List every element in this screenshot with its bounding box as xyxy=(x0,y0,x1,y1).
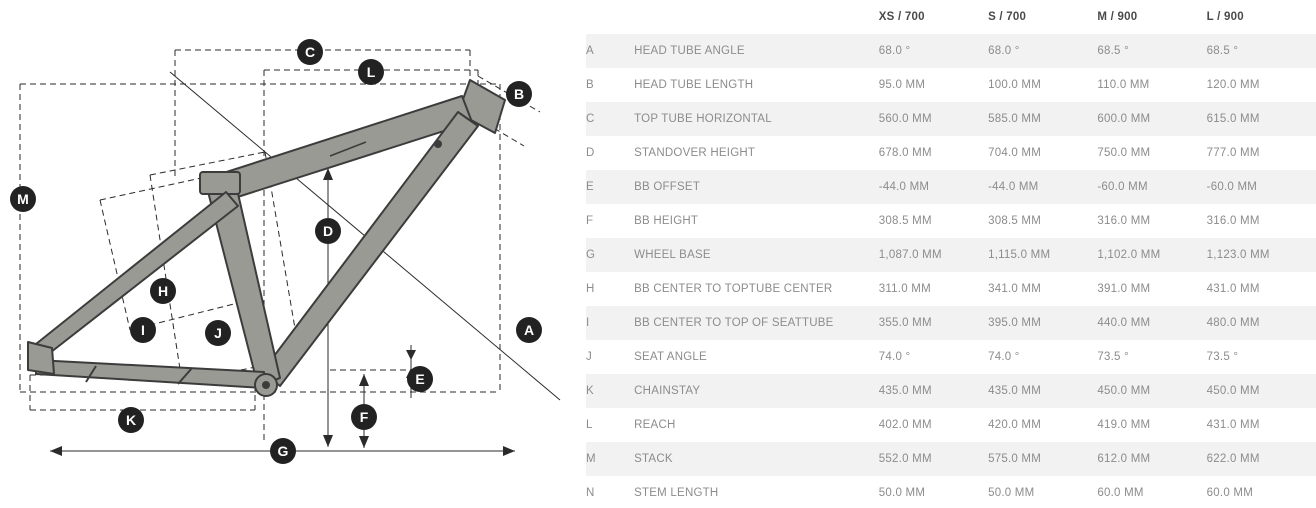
row-value: 308.5 MM xyxy=(988,215,1042,227)
row-label: STACK xyxy=(634,453,673,465)
row-value: 316.0 MM xyxy=(1206,215,1260,227)
column-header-m: M / 900 xyxy=(1097,0,1206,34)
row-value: 1,123.0 MM xyxy=(1206,249,1270,261)
row-value: 1,115.0 MM xyxy=(988,249,1051,261)
row-letter: K xyxy=(586,385,594,397)
table-row xyxy=(586,306,1316,340)
row-value: 440.0 MM xyxy=(1097,317,1151,329)
row-value: 74.0 ° xyxy=(988,351,1020,363)
column-header-s: S / 700 xyxy=(988,0,1097,34)
row-value: 73.5 ° xyxy=(1206,351,1239,363)
callout-label: A xyxy=(523,322,535,338)
column-header-l: L / 900 xyxy=(1207,0,1316,34)
row-value: 60.0 MM xyxy=(1206,487,1254,499)
callout-c xyxy=(297,39,323,65)
row-value: 560.0 MM xyxy=(878,113,932,125)
callout-b xyxy=(506,81,532,107)
row-label: REACH xyxy=(634,419,676,431)
table-header xyxy=(586,0,1316,34)
row-value: 585.0 MM xyxy=(988,113,1042,125)
table-body xyxy=(586,34,1316,508)
row-value: -44.0 MM xyxy=(878,181,930,193)
table-row xyxy=(586,238,1316,272)
row-value: 68.5 ° xyxy=(1097,45,1129,57)
row-letter: C xyxy=(586,113,595,125)
callout-k xyxy=(118,407,144,433)
row-value: 480.0 MM xyxy=(1206,317,1260,329)
callout-label: D xyxy=(322,223,334,239)
row-value: 450.0 MM xyxy=(1097,385,1151,397)
solid-guide-lines xyxy=(50,72,560,456)
callout-label: K xyxy=(125,412,137,428)
row-label: BB CENTER TO TOP OF SEATTUBE xyxy=(634,317,834,329)
row-label: WHEEL BASE xyxy=(634,249,711,261)
row-value: 68.5 ° xyxy=(1206,45,1239,57)
row-value: 110.0 MM xyxy=(1097,79,1150,91)
callout-label: M xyxy=(17,191,29,207)
row-letter: D xyxy=(586,147,595,159)
row-value: 74.0 ° xyxy=(878,351,911,363)
row-value: 316.0 MM xyxy=(1097,215,1151,227)
geometry-table-panel xyxy=(586,0,1316,508)
table-row xyxy=(586,408,1316,442)
column-header-letter xyxy=(586,0,634,34)
row-letter: M xyxy=(586,453,596,465)
callout-label: F xyxy=(359,409,369,425)
row-value: 95.0 MM xyxy=(878,79,926,91)
row-value: 612.0 MM xyxy=(1097,453,1151,465)
row-value: 355.0 MM xyxy=(878,317,932,329)
row-letter: B xyxy=(586,79,594,91)
row-letter: G xyxy=(586,249,596,261)
row-letter: E xyxy=(586,181,594,193)
row-value: 50.0 MM xyxy=(988,487,1035,499)
callout-m xyxy=(10,186,36,212)
row-value: 100.0 MM xyxy=(988,79,1042,91)
row-label: CHAINSTAY xyxy=(634,385,701,397)
row-value: 435.0 MM xyxy=(988,385,1042,397)
row-value: 395.0 MM xyxy=(988,317,1042,329)
row-value: 68.0 ° xyxy=(988,45,1020,57)
row-letter: A xyxy=(586,45,594,57)
row-value: -60.0 MM xyxy=(1206,181,1258,193)
table-row xyxy=(586,374,1316,408)
row-label: HEAD TUBE LENGTH xyxy=(634,79,754,91)
row-letter: I xyxy=(586,317,590,329)
row-value: 552.0 MM xyxy=(878,453,932,465)
row-label: HEAD TUBE ANGLE xyxy=(634,45,745,57)
table-row xyxy=(586,136,1316,170)
row-value: 60.0 MM xyxy=(1097,487,1144,499)
row-value: 431.0 MM xyxy=(1206,283,1260,295)
row-value: -44.0 MM xyxy=(988,181,1039,193)
frame-geometry-diagram xyxy=(0,0,586,508)
table-row xyxy=(586,68,1316,102)
callout-a xyxy=(516,317,542,343)
table-row xyxy=(586,170,1316,204)
row-label: STANDOVER HEIGHT xyxy=(634,147,756,159)
table-row xyxy=(586,102,1316,136)
callout-h xyxy=(150,278,176,304)
table-row xyxy=(586,340,1316,374)
callout-label: C xyxy=(304,44,316,60)
table-header-row xyxy=(586,0,1316,34)
frame-geometry-svg xyxy=(0,0,586,508)
callout-g xyxy=(270,438,296,464)
row-value: 50.0 MM xyxy=(878,487,926,499)
row-label: STEM LENGTH xyxy=(634,487,719,499)
callout-d xyxy=(315,218,341,244)
row-letter: H xyxy=(586,283,595,295)
row-value: 402.0 MM xyxy=(878,419,932,431)
row-value: 704.0 MM xyxy=(988,147,1042,159)
row-value: 73.5 ° xyxy=(1097,351,1129,363)
row-value: -60.0 MM xyxy=(1097,181,1148,193)
callout-label: J xyxy=(214,325,222,341)
callout-l xyxy=(358,59,384,85)
row-value: 419.0 MM xyxy=(1097,419,1151,431)
row-value: 420.0 MM xyxy=(988,419,1042,431)
row-value: 435.0 MM xyxy=(878,385,932,397)
row-value: 777.0 MM xyxy=(1206,147,1260,159)
table-row xyxy=(586,442,1316,476)
row-value: 600.0 MM xyxy=(1097,113,1151,125)
row-value: 68.0 ° xyxy=(878,45,911,57)
callout-j xyxy=(205,320,231,346)
row-letter: L xyxy=(586,419,593,431)
row-value: 575.0 MM xyxy=(988,453,1042,465)
row-value: 678.0 MM xyxy=(878,147,932,159)
callout-label: E xyxy=(415,371,425,387)
row-value: 750.0 MM xyxy=(1097,147,1151,159)
table-row xyxy=(586,34,1316,68)
table-row xyxy=(586,476,1316,508)
table-row xyxy=(586,272,1316,306)
row-value: 431.0 MM xyxy=(1206,419,1260,431)
callout-i xyxy=(130,317,156,343)
row-value: 120.0 MM xyxy=(1206,79,1260,91)
row-letter: F xyxy=(586,215,594,227)
callout-label: H xyxy=(157,283,169,299)
row-value: 391.0 MM xyxy=(1097,283,1151,295)
callout-label: I xyxy=(141,322,145,338)
row-value: 450.0 MM xyxy=(1206,385,1260,397)
row-letter: N xyxy=(586,487,595,499)
callout-label: B xyxy=(513,86,525,102)
row-value: 1,087.0 MM xyxy=(878,249,942,261)
column-header-measure xyxy=(634,0,879,34)
column-header-xs: XS / 700 xyxy=(879,0,988,34)
table-row xyxy=(586,204,1316,238)
row-letter: J xyxy=(586,351,592,363)
row-value: 308.5 MM xyxy=(878,215,932,227)
row-value: 311.0 MM xyxy=(878,283,931,295)
row-label: SEAT ANGLE xyxy=(634,351,707,363)
row-label: BB HEIGHT xyxy=(634,215,699,227)
callout-label: G xyxy=(277,443,289,459)
row-value: 615.0 MM xyxy=(1206,113,1260,125)
row-value: 1,102.0 MM xyxy=(1097,249,1161,261)
callout-label: L xyxy=(366,64,376,80)
row-value: 622.0 MM xyxy=(1206,453,1260,465)
row-label: TOP TUBE HORIZONTAL xyxy=(634,113,772,125)
geometry-table xyxy=(586,0,1316,508)
bike-frame-shape xyxy=(28,80,505,396)
callout-f xyxy=(351,404,377,430)
callout-e xyxy=(407,366,433,392)
row-label: BB OFFSET xyxy=(634,181,701,193)
row-label: BB CENTER TO TOPTUBE CENTER xyxy=(634,283,833,295)
row-value: 341.0 MM xyxy=(988,283,1042,295)
